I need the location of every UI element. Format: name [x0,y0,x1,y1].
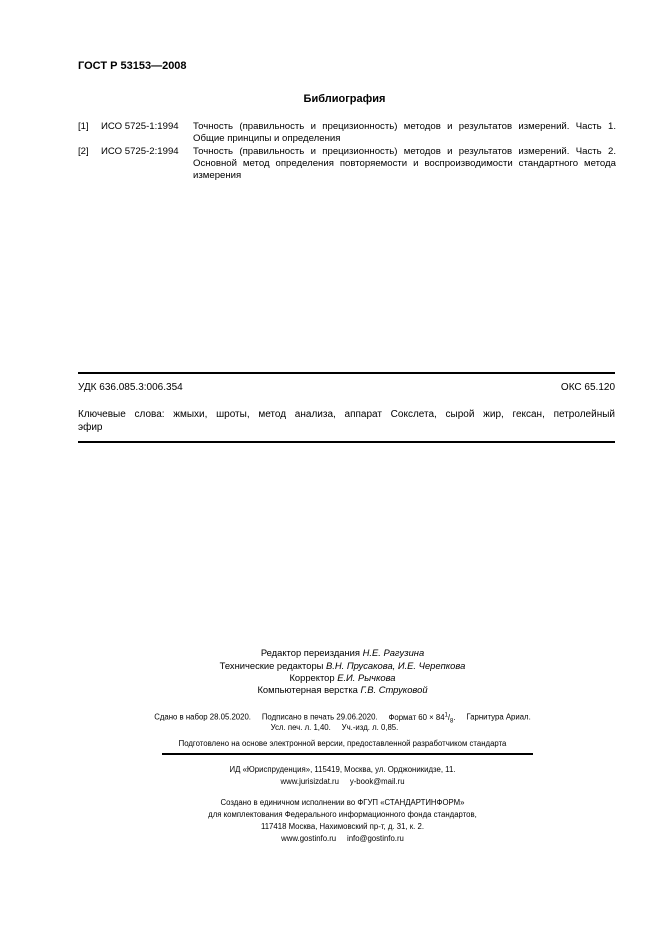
paper-format: Формат $60 \times 84^1/_8$. [388,712,456,725]
producer-address: 117418 Москва, Нахимовский пр-т, д. 31, к. 2. [260,822,425,831]
pub-sheets: Уч.-изд. л. 0,85. [341,723,399,732]
footer-divider [162,753,533,755]
producer-email: info@gostinfo.ru [346,834,404,843]
item-text-line: Общие принципы и определения [193,133,341,144]
item-text-line: измерения [193,170,242,181]
signed-date: Подписано в печать 29.06.2020. [261,712,378,722]
format-prefix: Формат 60 × 84 [388,712,445,722]
format-denominator: 8 [450,718,454,725]
credit-label: Компьютерная верстка [257,684,358,695]
editor-credit [0,646,661,659]
bottom-divider [78,441,615,443]
producer-site: www.gostinfo.ru [281,834,337,843]
producer-line: для комплектования Федерального информационного фонда стандартов, [208,810,477,819]
oks-code: ОКС 65.120 [560,382,615,393]
sheets-line [0,722,661,733]
credit-name: Г.В. Струковой [360,684,428,695]
print-sheets: Усл. печ. л. 1,40. [270,723,331,732]
credit-label: Технические редакторы [219,660,324,671]
producer-line: Создано в единичном исполнении во ФГУП «СТАНДАРТИНФОРМ» [220,798,465,807]
credit-label: Редактор переиздания [260,647,360,658]
prepared-note: Подготовлено на основе электронной версии, предоставленной разработчиком стандарта [178,739,507,748]
top-divider [78,372,615,374]
producer-contacts [0,833,661,844]
bibliography-title: Библиография [303,93,386,105]
publisher-address: ИД «Юриспруденция», 115419, Москва, ул. Орджоникидзе, 11. [229,765,456,774]
item-number: [2] [78,146,89,157]
credit-name: Н.Е. Рагузина [362,647,425,658]
publisher-email: y-book@mail.ru [349,777,405,786]
sent-date: Сдано в набор 28.05.2020. [154,712,251,722]
item-number: [1] [78,121,89,132]
item-code: ИСО 5725-2:1994 [101,146,179,157]
item-text-line: Основной метод определения повторяемости и воспроизводимости стандартного метода [193,158,616,169]
keywords [78,408,615,434]
item-text-line: Точность (правильность и прецизионность) методов и результатов измерений. Часть 1. [193,121,616,132]
format-numerator: 1 [444,712,448,718]
layout-credit [0,683,661,696]
publisher-site: www.jurisizdat.ru [280,777,339,786]
document-id: ГОСТ Р 53153—2008 [78,60,187,72]
item-code: ИСО 5725-1:1994 [101,121,179,132]
item-text-line: Точность (правильность и прецизионность) методов и результатов измерений. Часть 2. [193,146,616,157]
keywords-line: Ключевые слова: жмыхи, шроты, метод анализа, аппарат Сокслета, сырой жир, гексан, петролейный [78,409,615,420]
publisher-contacts [0,776,661,787]
credit-label: Корректор [289,672,335,683]
credit-name: Е.И. Рычкова [337,672,396,683]
udk-code: УДК 636.085.3:006.354 [78,382,183,393]
credit-name: В.Н. Прусакова, И.Е. Черепкова [326,660,466,671]
typeface: Гарнитура Ариал. [466,712,531,722]
keywords-line: эфир [78,422,103,433]
